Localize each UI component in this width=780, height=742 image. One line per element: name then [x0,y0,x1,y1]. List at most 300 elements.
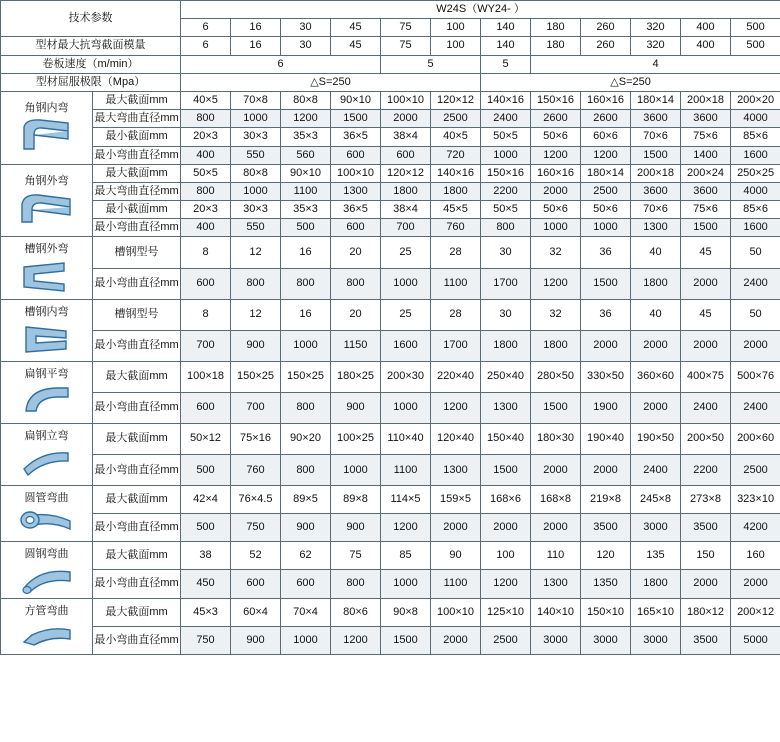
measure-value: 3600 [681,182,731,200]
measure-value: 3000 [531,626,581,654]
measure-value: 200×24 [681,164,731,182]
measure-value: 1100 [381,455,431,486]
param-value: 500 [731,37,780,55]
measure-value: 140×16 [431,164,481,182]
measure-value: 4200 [731,514,780,542]
measure-value: 2000 [731,570,780,598]
measure-value: 800 [331,268,381,299]
measure-label: 最小弯曲直径mm [93,219,181,237]
param-value: 100 [431,37,481,55]
measure-value: 700 [381,219,431,237]
measure-value: 150 [681,542,731,570]
measure-value: 30×3 [231,128,281,146]
measure-value: 500 [281,219,331,237]
measure-value: 120 [581,542,631,570]
measure-value: 700 [231,392,281,423]
measure-value: 500 [181,455,231,486]
measure-value: 250×25 [731,164,780,182]
measure-value: 90×8 [381,598,431,626]
measure-value: 200×30 [381,361,431,392]
measure-value: 200×18 [631,164,681,182]
measure-value: 1000 [381,570,431,598]
measure-value: 160 [731,542,780,570]
measure-value: 760 [431,219,481,237]
measure-label: 最小弯曲直径mm [93,268,181,299]
measure-value: 38×4 [381,128,431,146]
measure-value: 75 [331,542,381,570]
measure-value: 1800 [631,268,681,299]
measure-value: 200×12 [731,598,780,626]
measure-value: 5000 [731,626,780,654]
measure-value: 100×25 [331,424,381,455]
section-row [1,164,780,182]
measure-value: 30 [481,299,531,330]
measure-value: 1200 [381,514,431,542]
measure-value: 36×5 [331,201,381,219]
measure-value: 1300 [631,219,681,237]
measure-value: 600 [381,146,431,164]
measure-value: 200×60 [731,424,780,455]
section-row [1,330,780,361]
measure-value: 2000 [531,514,581,542]
section-name: 扁钢立弯 [24,430,69,442]
param-title: 技术参数 [1,1,181,37]
measure-value: 100×18 [181,361,231,392]
measure-value: 600 [281,570,331,598]
measure-value: 120×12 [381,164,431,182]
measure-value: 50×6 [531,128,581,146]
measure-value: 1600 [731,219,780,237]
measure-value: 550 [231,219,281,237]
flat-steel-edge-bend-icon [2,443,91,483]
measure-value: 2000 [681,570,731,598]
measure-value: 1200 [331,626,381,654]
measure-value: 2000 [681,330,731,361]
measure-value: 2400 [731,268,780,299]
measure-value: 1500 [581,268,631,299]
section-label-cell [1,486,93,542]
measure-value: 1500 [331,110,381,128]
flat-steel-flat-bend-icon [2,381,91,421]
measure-value: 1500 [381,626,431,654]
param-value: 400 [681,37,731,55]
measure-value: 110×40 [381,424,431,455]
param-row [1,37,780,55]
measure-value: 3500 [681,514,731,542]
measure-value: 45×5 [431,201,481,219]
measure-value: 50 [731,237,780,268]
measure-value: 16 [281,237,331,268]
measure-value: 8 [181,237,231,268]
section-name: 圆管弯曲 [24,492,69,505]
measure-value: 2400 [631,455,681,486]
measure-value: 3500 [681,626,731,654]
model-size: 500 [731,19,780,37]
measure-value: 2400 [681,392,731,423]
measure-value: 20 [331,237,381,268]
section-row [1,486,780,514]
model-size: 100 [431,19,481,37]
measure-value: 800 [331,570,381,598]
measure-value: 500×76 [731,361,780,392]
measure-value: 1500 [481,455,531,486]
measure-value: 1700 [431,330,481,361]
model-size: 140 [481,19,531,37]
param-value-span: △S=250 [481,73,780,91]
measure-value: 1200 [531,146,581,164]
measure-value: 32 [531,299,581,330]
measure-value: 160×16 [531,164,581,182]
param-value: 6 [181,37,231,55]
measure-value: 1800 [431,182,481,200]
measure-value: 450 [181,570,231,598]
measure-value: 2000 [531,182,581,200]
measure-value: 35×3 [281,128,331,146]
measure-value: 2600 [531,110,581,128]
section-label-cell [1,164,93,237]
measure-value: 40×5 [431,128,481,146]
measure-value: 500 [181,514,231,542]
measure-label: 最小截面mm [93,128,181,146]
measure-value: 1400 [681,146,731,164]
measure-value: 2000 [481,514,531,542]
measure-value: 2200 [481,182,531,200]
measure-value: 120×40 [431,424,481,455]
measure-value: 250×40 [481,361,531,392]
measure-value: 36×5 [331,128,381,146]
model-size: 45 [331,19,381,37]
measure-value: 560 [281,146,331,164]
measure-value: 140×16 [481,91,531,109]
measure-value: 200×18 [681,91,731,109]
measure-value: 1350 [581,570,631,598]
section-row [1,455,780,486]
measure-value: 168×6 [481,486,531,514]
measure-value: 140×10 [531,598,581,626]
measure-value: 1000 [281,330,331,361]
section-row [1,201,780,219]
measure-value: 85×6 [731,128,780,146]
measure-value: 900 [231,330,281,361]
measure-value: 1600 [731,146,780,164]
section-name: 槽钢内弯 [24,305,69,318]
measure-value: 1900 [581,392,631,423]
measure-value: 2000 [431,514,481,542]
measure-value: 45 [681,237,731,268]
section-label-cell [1,361,93,423]
measure-value: 89×5 [281,486,331,514]
section-row [1,128,780,146]
section-name: 角钢外弯 [24,174,69,187]
param-value: 16 [231,37,281,55]
measure-value: 750 [231,514,281,542]
section-label-cell [1,299,93,361]
param-row [1,73,780,91]
measure-value: 50×6 [581,201,631,219]
measure-value: 40×5 [181,91,231,109]
section-row [1,146,780,164]
measure-value: 70×8 [231,91,281,109]
measure-value: 90×20 [281,424,331,455]
measure-value: 400×75 [681,361,731,392]
round-steel-bend-icon [2,562,91,596]
measure-value: 28 [431,299,481,330]
measure-value: 1100 [281,182,331,200]
measure-value: 38×4 [381,201,431,219]
measure-value: 1200 [481,570,531,598]
measure-value: 1000 [231,110,281,128]
measure-value: 90×10 [281,164,331,182]
section-label-cell [1,424,93,486]
measure-label: 最小弯曲直径mm [93,455,181,486]
angle-steel-outer-bend-icon [2,188,91,230]
model-size: 260 [581,19,631,37]
param-row [1,55,780,73]
measure-value: 900 [281,514,331,542]
measure-value: 760 [231,455,281,486]
measure-value: 150×16 [531,91,581,109]
measure-value: 50×6 [531,201,581,219]
measure-value: 330×50 [581,361,631,392]
measure-value: 800 [281,268,331,299]
measure-value: 89×8 [331,486,381,514]
measure-value: 85 [381,542,431,570]
measure-value: 4000 [731,110,780,128]
measure-value: 8 [181,299,231,330]
measure-value: 2000 [731,330,780,361]
measure-value: 1000 [231,182,281,200]
measure-value: 12 [231,299,281,330]
measure-value: 2600 [581,110,631,128]
measure-label: 最大截面mm [93,542,181,570]
param-label: 卷板速度（m/min） [1,55,181,73]
section-row [1,219,780,237]
measure-value: 280×50 [531,361,581,392]
measure-value: 1100 [431,570,481,598]
measure-value: 80×6 [331,598,381,626]
measure-value: 125×10 [481,598,531,626]
section-row [1,361,780,392]
measure-label: 最小截面mm [93,201,181,219]
section-name: 方管弯曲 [24,604,69,617]
measure-value: 2000 [681,268,731,299]
measure-value: 20×3 [181,201,231,219]
param-value: 260 [581,37,631,55]
measure-value: 800 [181,182,231,200]
channel-steel-outer-bend-icon [2,257,91,297]
measure-value: 45 [681,299,731,330]
measure-value: 1500 [681,219,731,237]
model-size: 320 [631,19,681,37]
measure-value: 159×5 [431,486,481,514]
measure-value: 3000 [581,626,631,654]
measure-value: 600 [181,392,231,423]
measure-value: 2000 [581,330,631,361]
measure-value: 400 [181,219,231,237]
measure-value: 1500 [531,392,581,423]
section-row [1,598,780,626]
measure-value: 60×6 [581,128,631,146]
measure-value: 1200 [531,268,581,299]
measure-value: 400 [181,146,231,164]
measure-value: 90×10 [331,91,381,109]
measure-value: 220×40 [431,361,481,392]
measure-value: 60×4 [231,598,281,626]
measure-value: 323×10 [731,486,780,514]
measure-value: 32 [531,237,581,268]
measure-value: 150×40 [481,424,531,455]
measure-value: 25 [381,299,431,330]
measure-value: 1800 [631,570,681,598]
measure-value: 50×5 [481,128,531,146]
measure-value: 150×10 [581,598,631,626]
model-title: W24S（WY24- ） [181,1,780,19]
measure-value: 50 [731,299,780,330]
measure-value: 2400 [481,110,531,128]
measure-value: 1150 [331,330,381,361]
measure-label: 最大截面mm [93,486,181,514]
section-name: 槽钢外弯 [24,243,69,256]
measure-value: 1200 [281,110,331,128]
measure-value: 110 [531,542,581,570]
measure-value: 85×6 [731,201,780,219]
measure-value: 2000 [581,455,631,486]
measure-value: 4000 [731,182,780,200]
measure-value: 160×16 [581,91,631,109]
measure-value: 273×8 [681,486,731,514]
square-pipe-bend-icon [2,618,91,652]
measure-label: 最大截面mm [93,91,181,109]
measure-value: 2000 [381,110,431,128]
measure-value: 1000 [531,219,581,237]
measure-value: 1000 [581,219,631,237]
measure-label: 最小弯曲直径mm [93,626,181,654]
measure-value: 180×14 [631,91,681,109]
measure-value: 38 [181,542,231,570]
measure-value: 1800 [531,330,581,361]
measure-value: 600 [181,268,231,299]
measure-label: 槽钢型号 [93,299,181,330]
measure-value: 1300 [331,182,381,200]
measure-value: 180×30 [531,424,581,455]
measure-value: 75×6 [681,128,731,146]
measure-label: 最大弯曲直径mm [93,182,181,200]
measure-value: 12 [231,237,281,268]
measure-value: 40 [631,299,681,330]
measure-value: 80×8 [281,91,331,109]
measure-label: 最大弯曲直径mm [93,110,181,128]
measure-label: 最小弯曲直径mm [93,570,181,598]
model-size: 75 [381,19,431,37]
measure-value: 900 [331,514,381,542]
measure-value: 2500 [431,110,481,128]
measure-value: 100×10 [381,91,431,109]
measure-value: 720 [431,146,481,164]
section-row [1,299,780,330]
measure-value: 165×10 [631,598,681,626]
measure-value: 180×14 [581,164,631,182]
param-value: 45 [331,37,381,55]
measure-value: 3600 [631,110,681,128]
measure-value: 3500 [581,514,631,542]
measure-value: 180×25 [331,361,381,392]
measure-value: 800 [231,268,281,299]
measure-value: 100×10 [431,598,481,626]
model-size: 6 [181,19,231,37]
measure-value: 800 [281,392,331,423]
measure-value: 800 [181,110,231,128]
measure-value: 150×25 [281,361,331,392]
measure-value: 1100 [431,268,481,299]
measure-value: 100×10 [331,164,381,182]
section-row [1,514,780,542]
measure-value: 550 [231,146,281,164]
measure-label: 槽钢型号 [93,237,181,268]
measure-value: 30 [481,237,531,268]
measure-value: 800 [481,219,531,237]
measure-value: 800 [281,455,331,486]
measure-value: 1800 [481,330,531,361]
measure-value: 50×5 [181,164,231,182]
measure-value: 40 [631,237,681,268]
measure-value: 600 [331,146,381,164]
measure-value: 120×12 [431,91,481,109]
section-name: 扁钢平弯 [24,367,69,380]
measure-value: 245×8 [631,486,681,514]
measure-value: 1800 [381,182,431,200]
param-label: 型材最大抗弯截面模量 [1,37,181,55]
measure-value: 2400 [731,392,780,423]
measure-value: 2500 [731,455,780,486]
param-value: 75 [381,37,431,55]
measure-value: 1000 [381,392,431,423]
measure-value: 16 [281,299,331,330]
param-value-span: 5 [381,55,481,73]
angle-steel-inner-bend-icon [2,115,91,157]
measure-value: 700 [181,330,231,361]
measure-value: 52 [231,542,281,570]
measure-label: 最小弯曲直径mm [93,392,181,423]
section-row [1,237,780,268]
measure-value: 190×40 [581,424,631,455]
measure-label: 最小弯曲直径mm [93,330,181,361]
param-value-span: 4 [531,55,780,73]
measure-value: 80×8 [231,164,281,182]
measure-value: 35×3 [281,201,331,219]
measure-value: 200×50 [681,424,731,455]
measure-value: 2000 [631,392,681,423]
measure-value: 2000 [631,330,681,361]
measure-value: 900 [231,626,281,654]
measure-value: 1200 [431,392,481,423]
measure-value: 62 [281,542,331,570]
measure-label: 最大截面mm [93,424,181,455]
measure-value: 2500 [481,626,531,654]
measure-value: 150×25 [231,361,281,392]
measure-value: 3000 [631,626,681,654]
measure-value: 180×12 [681,598,731,626]
section-label-cell [1,598,93,654]
param-value: 180 [531,37,581,55]
measure-value: 2000 [531,455,581,486]
measure-label: 最大截面mm [93,361,181,392]
model-size: 180 [531,19,581,37]
measure-value: 70×4 [281,598,331,626]
section-label-cell [1,91,93,164]
section-row [1,182,780,200]
measure-value: 360×60 [631,361,681,392]
section-row [1,424,780,455]
